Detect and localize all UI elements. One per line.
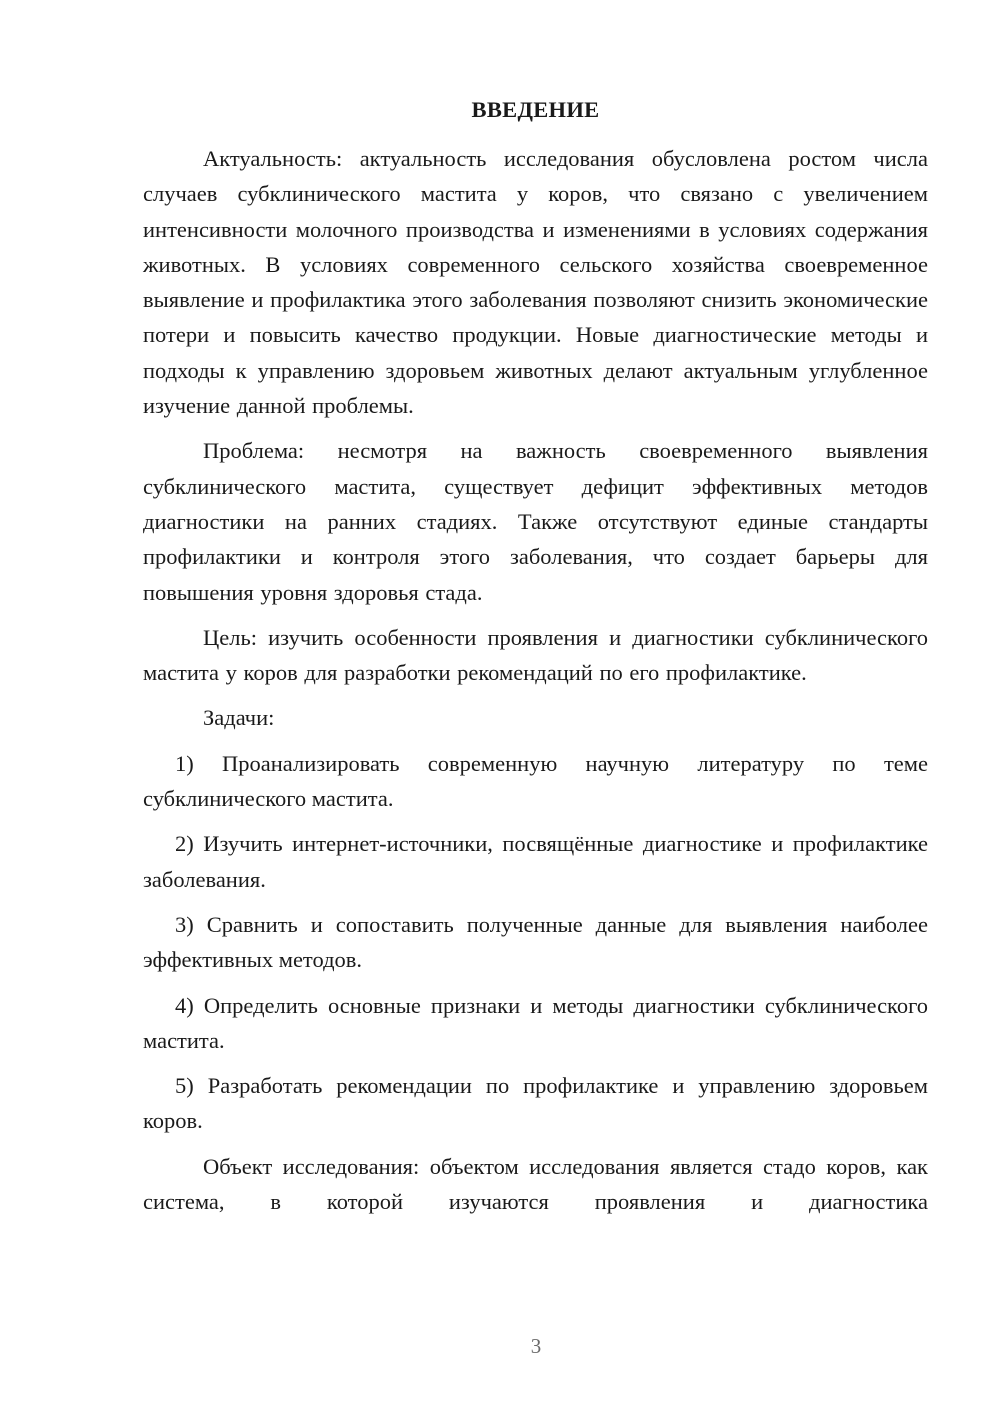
task-number: 5) (175, 1073, 194, 1099)
page-number: 3 (530, 1334, 542, 1358)
paragraph-problem: Проблема: несмотря на важность своевременного выявления субклинического мастита, существует дефицит эффективных методов диагностики на ранних стадиях. Также отсутствуют единые стандарты профилактики и контроля этого заболевания, что создает барьеры для повышения уровня здоровья стада. (143, 438, 928, 605)
task-text: Сравнить и сопоставить полученные данные для выявления наиболее эффективных методов. (143, 911, 929, 973)
tasks-label: Задачи: (203, 705, 275, 731)
task-text: Проанализировать современную научную литературу по теме субклинического мастита. (143, 750, 928, 812)
task-item (143, 826, 928, 897)
paragraph-goal: Цель: изучить особенности проявления и диагностики субклинического мастита у коров для разработки рекомендаций по его профилактике. (143, 624, 928, 686)
task-item (143, 746, 928, 817)
task-number: 4) (175, 992, 194, 1018)
task-number: 2) (175, 831, 194, 857)
section-heading: ВВЕДЕНИЕ (471, 97, 600, 122)
task-number: 1) (175, 750, 194, 776)
task-text: Определить основные признаки и методы диагностики субклинического мастита. (143, 992, 929, 1053)
task-text: Разработать рекомендации по профилактике и управлению здоровьем коров. (143, 1073, 929, 1134)
task-text: Изучить интернет-источники, посвящённые диагностике и профилактике заболевания. (143, 831, 928, 892)
task-item (143, 907, 928, 978)
task-item (143, 1068, 928, 1139)
task-item (143, 988, 928, 1059)
task-number: 3) (175, 911, 194, 937)
document-page (143, 92, 928, 1229)
paragraph-relevance: Актуальность: актуальность исследования обусловлена ростом числа случаев субклинического мастита у коров, что связано с увеличением интенсивности молочного производства и изменениями в условиях содержания животных. В условиях современного сельского хозяйства своевременное выявление и профилактика этого заболевания позволяют снизить экономические потери и повысить качество продукции. Новые диагностические методы и подходы к управлению здоровьем животных делают актуальным углубленное изучение данной проблемы. (143, 146, 928, 419)
paragraph-object: Объект исследования: объектом исследования является стадо коров, как система, в которой изучаются проявления и диагностика (143, 1153, 928, 1215)
